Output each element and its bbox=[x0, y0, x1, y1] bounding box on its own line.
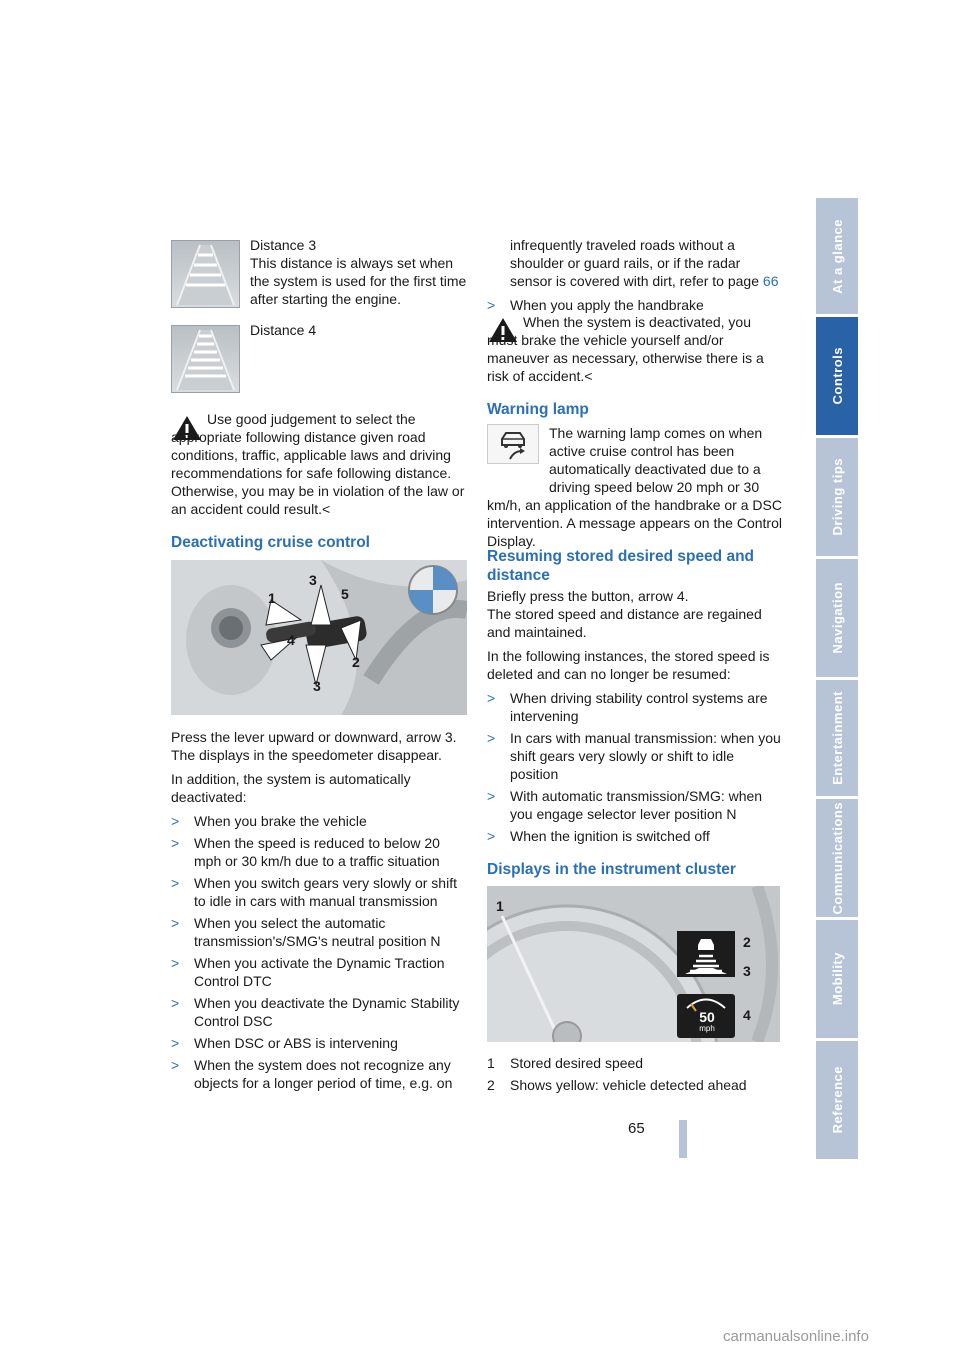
heading-displays: Displays in the instrument cluster bbox=[487, 861, 736, 878]
distance-4-title: Distance 4 bbox=[250, 322, 317, 338]
tab-driving-tips[interactable]: Driving tips bbox=[816, 438, 858, 556]
warning-following-distance: Use good judgement to select the appropriate following distance given road conditions, traffic, applicable laws and driving recommendations for safe following distance. Otherwise, you may be in violation of the law or an accident could result.< bbox=[171, 411, 465, 517]
resuming-body: Briefly press the button, arrow 4. The stored speed and distance are regained and maintained. In the following instances, the stored speed is deleted and can no longer be resumed: > When driving stability control systems are intervening > In cars with manual transmission: when you shift gears very slowly or shift to idle position > With automatic transmission/SMG: when you engage selector lever position N > When the ignition is switched off bbox=[487, 587, 783, 845]
tab-navigation[interactable]: Navigation bbox=[816, 559, 858, 677]
list-item: > When driving stability control systems are intervening bbox=[487, 690, 768, 724]
deactivation-list bbox=[171, 812, 467, 1052]
resume-deleted-list bbox=[487, 689, 783, 845]
legend-item: 1 Stored desired speed bbox=[487, 1055, 644, 1071]
tab-reference[interactable]: Reference bbox=[816, 1041, 858, 1159]
list-item: > When the ignition is switched off bbox=[487, 828, 710, 844]
tab-controls[interactable]: Controls bbox=[816, 317, 858, 435]
instrument-cluster-photo bbox=[487, 886, 780, 1042]
cluster-label-4: 4 bbox=[743, 1007, 751, 1023]
lever-label-3-top: 3 bbox=[309, 572, 317, 588]
list-item: > When you switch gears very slowly or shift to idle in cars with manual transmission bbox=[171, 875, 457, 909]
list-item: > When you select the automatic transmission's/SMG's neutral position N bbox=[171, 915, 441, 949]
deactivating-body: Press the lever upward or downward, arrow 3. The displays in the speedometer disappear. In addition, the system is automatically deactivated: > When you brake the vehicle > When the speed is reduced to below 20 mph or 30 km/h due to a traffic situation > When you switch gears very slowly or shift to idle in cars with manual transmission > When you select the automatic transmission's/SMG's neutral position N > When you activate the Dynamic Traction Control DTC > When you deactivate the Dynamic Stability Control DSC > When DSC or ABS is intervening bbox=[171, 728, 467, 1052]
tab-entertainment[interactable]: Entertainment bbox=[816, 680, 858, 796]
list-item: > With automatic transmission/SMG: when you engage selector lever position N bbox=[487, 788, 763, 822]
page-number: 65 bbox=[628, 1120, 645, 1137]
list-item: > When you deactivate the Dynamic Stability Control DSC bbox=[171, 995, 460, 1029]
tab-communications[interactable]: Communications bbox=[816, 799, 858, 917]
heading-deactivating: Deactivating cruise control bbox=[171, 534, 370, 551]
cluster-legend bbox=[487, 1054, 783, 1094]
legend-item: 2 Shows yellow: vehicle detected ahead bbox=[487, 1077, 747, 1093]
distance-4-image bbox=[171, 325, 240, 393]
cluster-label-2: 2 bbox=[743, 934, 751, 950]
lever-label-5: 5 bbox=[341, 586, 349, 602]
cruise-lever-photo bbox=[171, 560, 467, 715]
cluster-label-3: 3 bbox=[743, 963, 751, 979]
warning-brake-vehicle: When the system is deactivated, you must brake the vehicle yourself and/or maneuver as necessary, otherwise there is a risk of accident.< bbox=[487, 314, 764, 384]
list-item: > When you activate the Dynamic Traction Control DTC bbox=[171, 955, 445, 989]
list-item: > When the speed is reduced to below 20 mph or 30 km/h due to a traffic situation bbox=[171, 835, 440, 869]
page-66-link[interactable]: 66 bbox=[762, 273, 779, 289]
distance-3-text: Distance 3 This distance is always set when the system is used for the first time after starting the engine. bbox=[250, 237, 467, 307]
list-item-objects-continued: infrequently traveled roads without a shoulder or guard rails, or if the radar sensor is covered with dirt, refer to page 66 bbox=[510, 237, 779, 289]
heading-resuming: Resuming stored desired speed and distance bbox=[487, 548, 755, 584]
heading-warning-lamp: Warning lamp bbox=[487, 401, 589, 418]
tab-at-a-glance[interactable]: At a glance bbox=[816, 198, 858, 314]
list-item: > When you apply the handbrake bbox=[487, 297, 704, 313]
list-item: > In cars with manual transmission: when you shift gears very slowly or shift to idle position bbox=[487, 730, 781, 782]
site-watermark: carmanualsonline.info bbox=[723, 1328, 869, 1345]
distance-3-image bbox=[171, 240, 240, 308]
lever-label-2: 2 bbox=[352, 654, 360, 670]
cluster-speed-value: 50 bbox=[699, 1009, 715, 1025]
right-column-top bbox=[487, 236, 783, 314]
lever-label-3-bottom: 3 bbox=[313, 678, 321, 694]
page-marker-bar bbox=[679, 1120, 687, 1158]
cluster-speed-unit: mph bbox=[699, 1024, 715, 1033]
lever-label-1: 1 bbox=[268, 590, 276, 606]
tab-mobility[interactable]: Mobility bbox=[816, 920, 858, 1038]
lever-label-4: 4 bbox=[287, 632, 295, 648]
list-item-objects: > When the system does not recognize any objects for a longer period of time, e.g. on bbox=[171, 1057, 453, 1091]
list-item: > When you brake the vehicle bbox=[171, 813, 367, 829]
cluster-label-1: 1 bbox=[496, 898, 504, 914]
warning-lamp-text: The warning lamp comes on when active cruise control has been automatically deactivated due to a driving speed below 20 mph or 30 km/h, an application of the handbrake or a DSC intervention. A message appears on the Control Display. bbox=[487, 425, 782, 549]
list-item: > When DSC or ABS is intervening bbox=[171, 1035, 398, 1051]
